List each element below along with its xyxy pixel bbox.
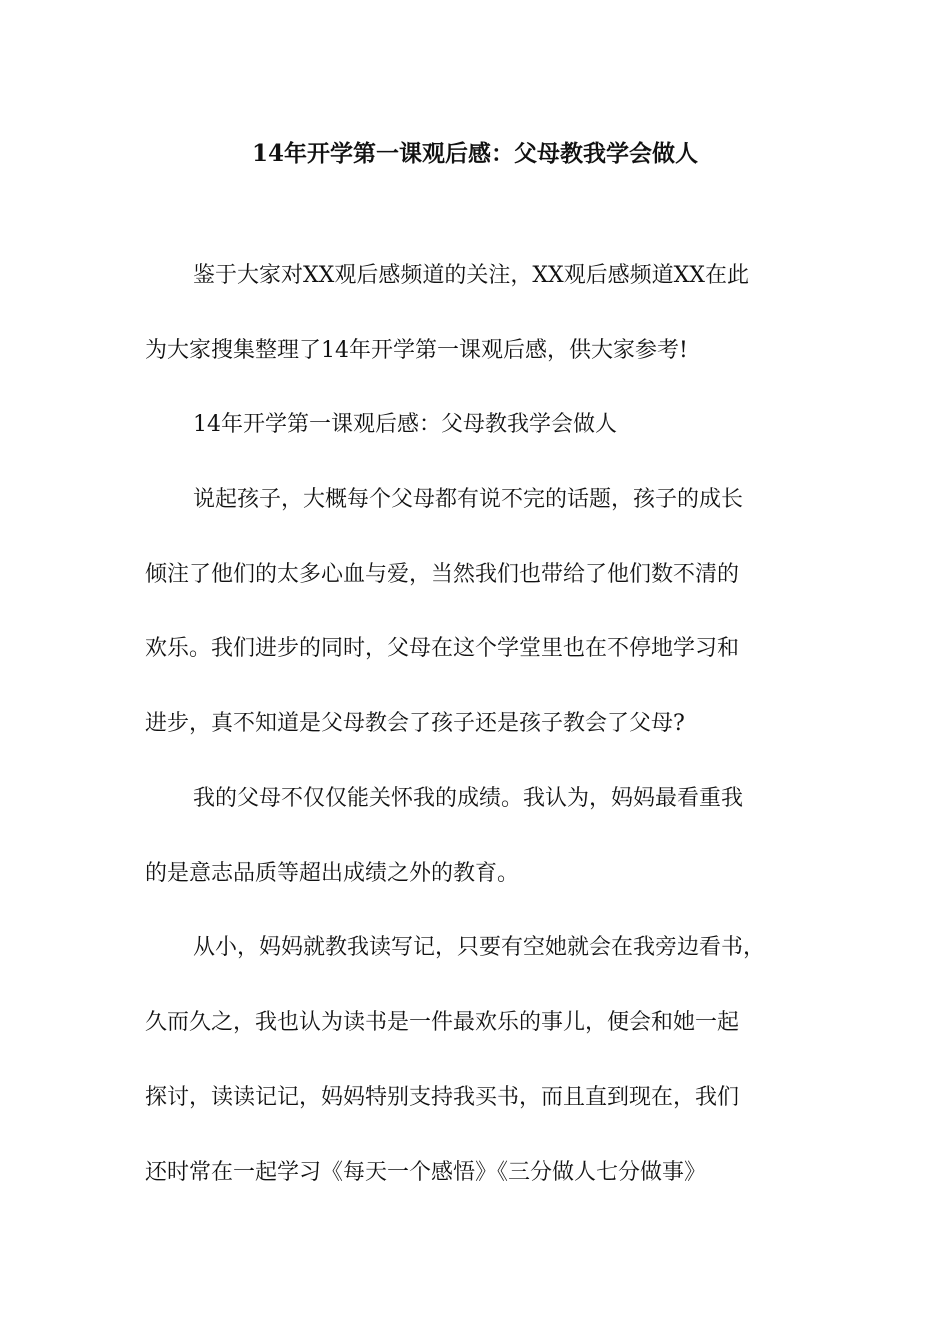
paragraph-line: 倾注了他们的太多心血与爱，当然我们也带给了他们数不清的 — [145, 562, 740, 587]
paragraph-line: 鉴于大家对XX观后感频道的关注，XX观后感频道XX在此 — [193, 263, 749, 288]
paragraph-line: 为大家搜集整理了14年开学第一课观后感，供大家参考! — [145, 338, 688, 363]
paragraph-line: 的是意志品质等超出成绩之外的教育。 — [145, 861, 520, 886]
paragraph-line: 欢乐。我们进步的同时，父母在这个学堂里也在不停地学习和 — [145, 636, 740, 661]
paragraph-line: 从小，妈妈就教我读写记，只要有空她就会在我旁边看书， — [193, 935, 766, 960]
paragraph-line: 探讨，读读记记，妈妈特别支持我买书，而且直到现在，我们 — [145, 1085, 740, 1110]
document-title: 14年开学第一课观后感：父母教我学会做人 — [251, 140, 698, 167]
paragraph-line: 我的父母不仅仅能关怀我的成绩。我认为，妈妈最看重我 — [193, 786, 744, 811]
paragraph-line: 还时常在一起学习《每天一个感悟》《三分做人七分做事》 — [145, 1160, 707, 1185]
subtitle-line: 14年开学第一课观后感：父母教我学会做人 — [193, 412, 617, 437]
paragraph-line: 久而久之，我也认为读书是一件最欢乐的事儿，便会和她一起 — [145, 1010, 740, 1035]
paragraph-line: 进步，真不知道是父母教会了孩子还是孩子教会了父母? — [145, 711, 685, 736]
paragraph-line: 说起孩子，大概每个父母都有说不完的话题，孩子的成长 — [193, 487, 744, 512]
